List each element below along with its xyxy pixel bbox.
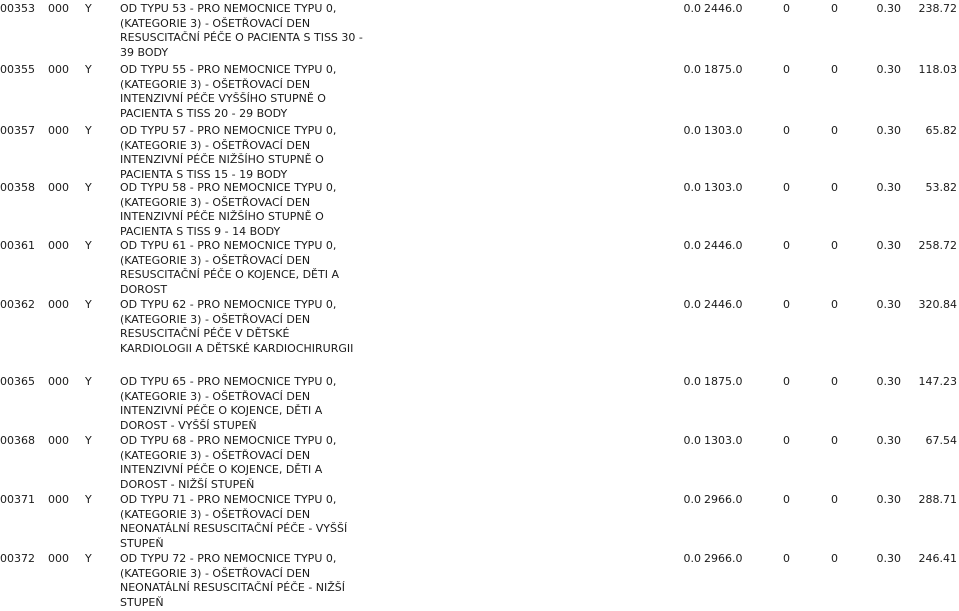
subcode-cell: 000 <box>48 375 69 388</box>
description-cell <box>120 239 360 297</box>
description-line: (KATEGORIE 3) - OŠETŘOVACÍ DEN <box>120 77 311 91</box>
description-line: OD TYPU 65 - PRO NEMOCNICE TYPU 0, <box>120 375 337 388</box>
value-5-cell: 0.30 <box>876 434 901 447</box>
code-cell: 00361 <box>0 239 35 252</box>
value-4-cell: 0 <box>831 124 838 137</box>
value-2-cell: 1875.0 <box>704 375 743 388</box>
value-2-cell: 2446.0 <box>704 298 743 311</box>
value-4-cell: 0 <box>831 181 838 194</box>
value-1-cell: 0.0 <box>683 298 701 311</box>
value-6-cell: 320.84 <box>918 298 957 311</box>
value-4-cell: 0 <box>831 375 838 388</box>
value-5-cell: 0.30 <box>876 2 901 15</box>
code-cell: 00362 <box>0 298 35 311</box>
value-3-cell: 0 <box>783 63 790 76</box>
value-4-cell: 0 <box>831 298 838 311</box>
value-3-cell: 0 <box>783 2 790 15</box>
value-4-cell: 0 <box>831 239 838 252</box>
value-6-cell: 53.82 <box>925 181 957 194</box>
description-line: OD TYPU 57 - PRO NEMOCNICE TYPU 0, <box>120 124 337 137</box>
value-2-cell: 1303.0 <box>704 434 743 447</box>
value-5-cell: 0.30 <box>876 493 901 506</box>
description-line: INTENZIVNÍ PÉČE VYŠŠÍHO STUPNĚ O <box>120 92 326 106</box>
value-3-cell: 0 <box>783 181 790 194</box>
value-5-cell: 0.30 <box>876 298 901 311</box>
description-line: STUPEŇ <box>120 595 164 609</box>
flag-cell: Y <box>85 124 92 137</box>
value-2-cell: 2446.0 <box>704 2 743 15</box>
description-line: PACIENTA S TISS 20 - 29 BODY <box>120 106 288 120</box>
subcode-cell: 000 <box>48 2 69 15</box>
description-line: DOROST - VYŠŠÍ STUPEŇ <box>120 418 257 432</box>
description-line: DOROST <box>120 282 168 296</box>
description-line: INTENZIVNÍ PÉČE O KOJENCE, DĚTI A <box>120 463 323 477</box>
value-2-cell: 2966.0 <box>704 552 743 565</box>
subcode-cell: 000 <box>48 63 69 76</box>
code-cell: 00355 <box>0 63 35 76</box>
description-line: (KATEGORIE 3) - OŠETŘOVACÍ DEN <box>120 507 311 521</box>
description-line: (KATEGORIE 3) - OŠETŘOVACÍ DEN <box>120 195 311 209</box>
subcode-cell: 000 <box>48 552 69 565</box>
description-cell <box>120 298 360 356</box>
value-3-cell: 0 <box>783 375 790 388</box>
value-3-cell: 0 <box>783 552 790 565</box>
description-cell <box>120 2 363 60</box>
description-line: INTENZIVNÍ PÉČE NIŽŠÍHO STUPNĚ O <box>120 153 324 167</box>
flag-cell: Y <box>85 239 92 252</box>
value-6-cell: 288.71 <box>918 493 957 506</box>
subcode-cell: 000 <box>48 124 69 137</box>
value-6-cell: 147.23 <box>918 375 957 388</box>
flag-cell: Y <box>85 552 92 565</box>
description-line: OD TYPU 71 - PRO NEMOCNICE TYPU 0, <box>120 493 337 506</box>
value-1-cell: 0.0 <box>683 63 701 76</box>
description-line: OD TYPU 58 - PRO NEMOCNICE TYPU 0, <box>120 181 337 194</box>
value-3-cell: 0 <box>783 298 790 311</box>
value-2-cell: 1875.0 <box>704 63 743 76</box>
value-5-cell: 0.30 <box>876 124 901 137</box>
description-line: NEONATÁLNÍ RESUSCITAČNÍ PÉČE - VYŠŠÍ <box>120 522 348 536</box>
description-line: NEONATÁLNÍ RESUSCITAČNÍ PÉČE - NIŽŠÍ <box>120 581 346 595</box>
code-cell: 00365 <box>0 375 35 388</box>
flag-cell: Y <box>85 375 92 388</box>
subcode-cell: 000 <box>48 181 69 194</box>
description-line: INTENZIVNÍ PÉČE O KOJENCE, DĚTI A <box>120 404 323 418</box>
value-3-cell: 0 <box>783 434 790 447</box>
value-1-cell: 0.0 <box>683 181 701 194</box>
description-line: OD TYPU 61 - PRO NEMOCNICE TYPU 0, <box>120 239 337 252</box>
description-cell <box>120 181 360 239</box>
description-line: (KATEGORIE 3) - OŠETŘOVACÍ DEN <box>120 253 311 267</box>
subcode-cell: 000 <box>48 493 69 506</box>
value-4-cell: 0 <box>831 2 838 15</box>
description-cell <box>120 63 360 121</box>
value-4-cell: 0 <box>831 434 838 447</box>
subcode-cell: 000 <box>48 434 69 447</box>
description-line: OD TYPU 55 - PRO NEMOCNICE TYPU 0, <box>120 63 337 76</box>
description-line: (KATEGORIE 3) - OŠETŘOVACÍ DEN <box>120 138 311 152</box>
code-cell: 00372 <box>0 552 35 565</box>
value-6-cell: 238.72 <box>918 2 957 15</box>
value-1-cell: 0.0 <box>683 124 701 137</box>
description-line: (KATEGORIE 3) - OŠETŘOVACÍ DEN <box>120 448 311 462</box>
description-line: STUPEŇ <box>120 536 164 550</box>
description-line: INTENZIVNÍ PÉČE NIŽŠÍHO STUPNĚ O <box>120 210 324 224</box>
description-cell <box>120 434 360 492</box>
value-3-cell: 0 <box>783 124 790 137</box>
description-line: (KATEGORIE 3) - OŠETŘOVACÍ DEN <box>120 312 311 326</box>
value-1-cell: 0.0 <box>683 552 701 565</box>
value-4-cell: 0 <box>831 63 838 76</box>
code-cell: 00358 <box>0 181 35 194</box>
code-cell: 00371 <box>0 493 35 506</box>
description-line: OD TYPU 68 - PRO NEMOCNICE TYPU 0, <box>120 434 337 447</box>
value-1-cell: 0.0 <box>683 2 701 15</box>
flag-cell: Y <box>85 298 92 311</box>
value-2-cell: 1303.0 <box>704 124 743 137</box>
value-4-cell: 0 <box>831 493 838 506</box>
description-line: KARDIOLOGII A DĚTSKÉ KARDIOCHIRURGII <box>120 341 354 355</box>
subcode-cell: 000 <box>48 239 69 252</box>
value-5-cell: 0.30 <box>876 552 901 565</box>
value-6-cell: 246.41 <box>918 552 957 565</box>
value-1-cell: 0.0 <box>683 239 701 252</box>
description-cell <box>120 124 360 182</box>
value-6-cell: 118.03 <box>918 63 957 76</box>
value-1-cell: 0.0 <box>683 493 701 506</box>
description-line: OD TYPU 53 - PRO NEMOCNICE TYPU 0, <box>120 2 337 15</box>
code-cell: 00368 <box>0 434 35 447</box>
code-cell: 00357 <box>0 124 35 137</box>
value-5-cell: 0.30 <box>876 181 901 194</box>
description-line: RESUSCITAČNÍ PÉČE O PACIENTA S TISS 30 - <box>120 31 363 45</box>
value-3-cell: 0 <box>783 493 790 506</box>
value-2-cell: 2446.0 <box>704 239 743 252</box>
value-5-cell: 0.30 <box>876 375 901 388</box>
description-line: PACIENTA S TISS 9 - 14 BODY <box>120 224 281 238</box>
flag-cell: Y <box>85 181 92 194</box>
description-line: OD TYPU 72 - PRO NEMOCNICE TYPU 0, <box>120 552 337 565</box>
flag-cell: Y <box>85 2 92 15</box>
description-line: PACIENTA S TISS 15 - 19 BODY <box>120 167 288 181</box>
description-line: RESUSCITAČNÍ PÉČE O KOJENCE, DĚTI A <box>120 268 339 282</box>
description-line: RESUSCITAČNÍ PÉČE V DĚTSKÉ <box>120 327 290 341</box>
subcode-cell: 000 <box>48 298 69 311</box>
flag-cell: Y <box>85 434 92 447</box>
value-1-cell: 0.0 <box>683 434 701 447</box>
value-3-cell: 0 <box>783 239 790 252</box>
flag-cell: Y <box>85 493 92 506</box>
value-2-cell: 1303.0 <box>704 181 743 194</box>
description-cell <box>120 493 360 551</box>
flag-cell: Y <box>85 63 92 76</box>
code-cell: 00353 <box>0 2 35 15</box>
description-cell <box>120 552 360 610</box>
description-line: (KATEGORIE 3) - OŠETŘOVACÍ DEN <box>120 389 311 403</box>
description-line: DOROST - NIŽŠÍ STUPEŇ <box>120 477 255 491</box>
value-2-cell: 2966.0 <box>704 493 743 506</box>
value-6-cell: 258.72 <box>918 239 957 252</box>
description-cell <box>120 375 360 433</box>
value-6-cell: 67.54 <box>925 434 957 447</box>
description-line: OD TYPU 62 - PRO NEMOCNICE TYPU 0, <box>120 298 337 311</box>
description-line: (KATEGORIE 3) - OŠETŘOVACÍ DEN <box>120 566 311 580</box>
value-6-cell: 65.82 <box>925 124 957 137</box>
value-5-cell: 0.30 <box>876 63 901 76</box>
value-4-cell: 0 <box>831 552 838 565</box>
description-line: 39 BODY <box>120 45 169 59</box>
value-1-cell: 0.0 <box>683 375 701 388</box>
value-5-cell: 0.30 <box>876 239 901 252</box>
description-line: (KATEGORIE 3) - OŠETŘOVACÍ DEN <box>120 16 311 30</box>
